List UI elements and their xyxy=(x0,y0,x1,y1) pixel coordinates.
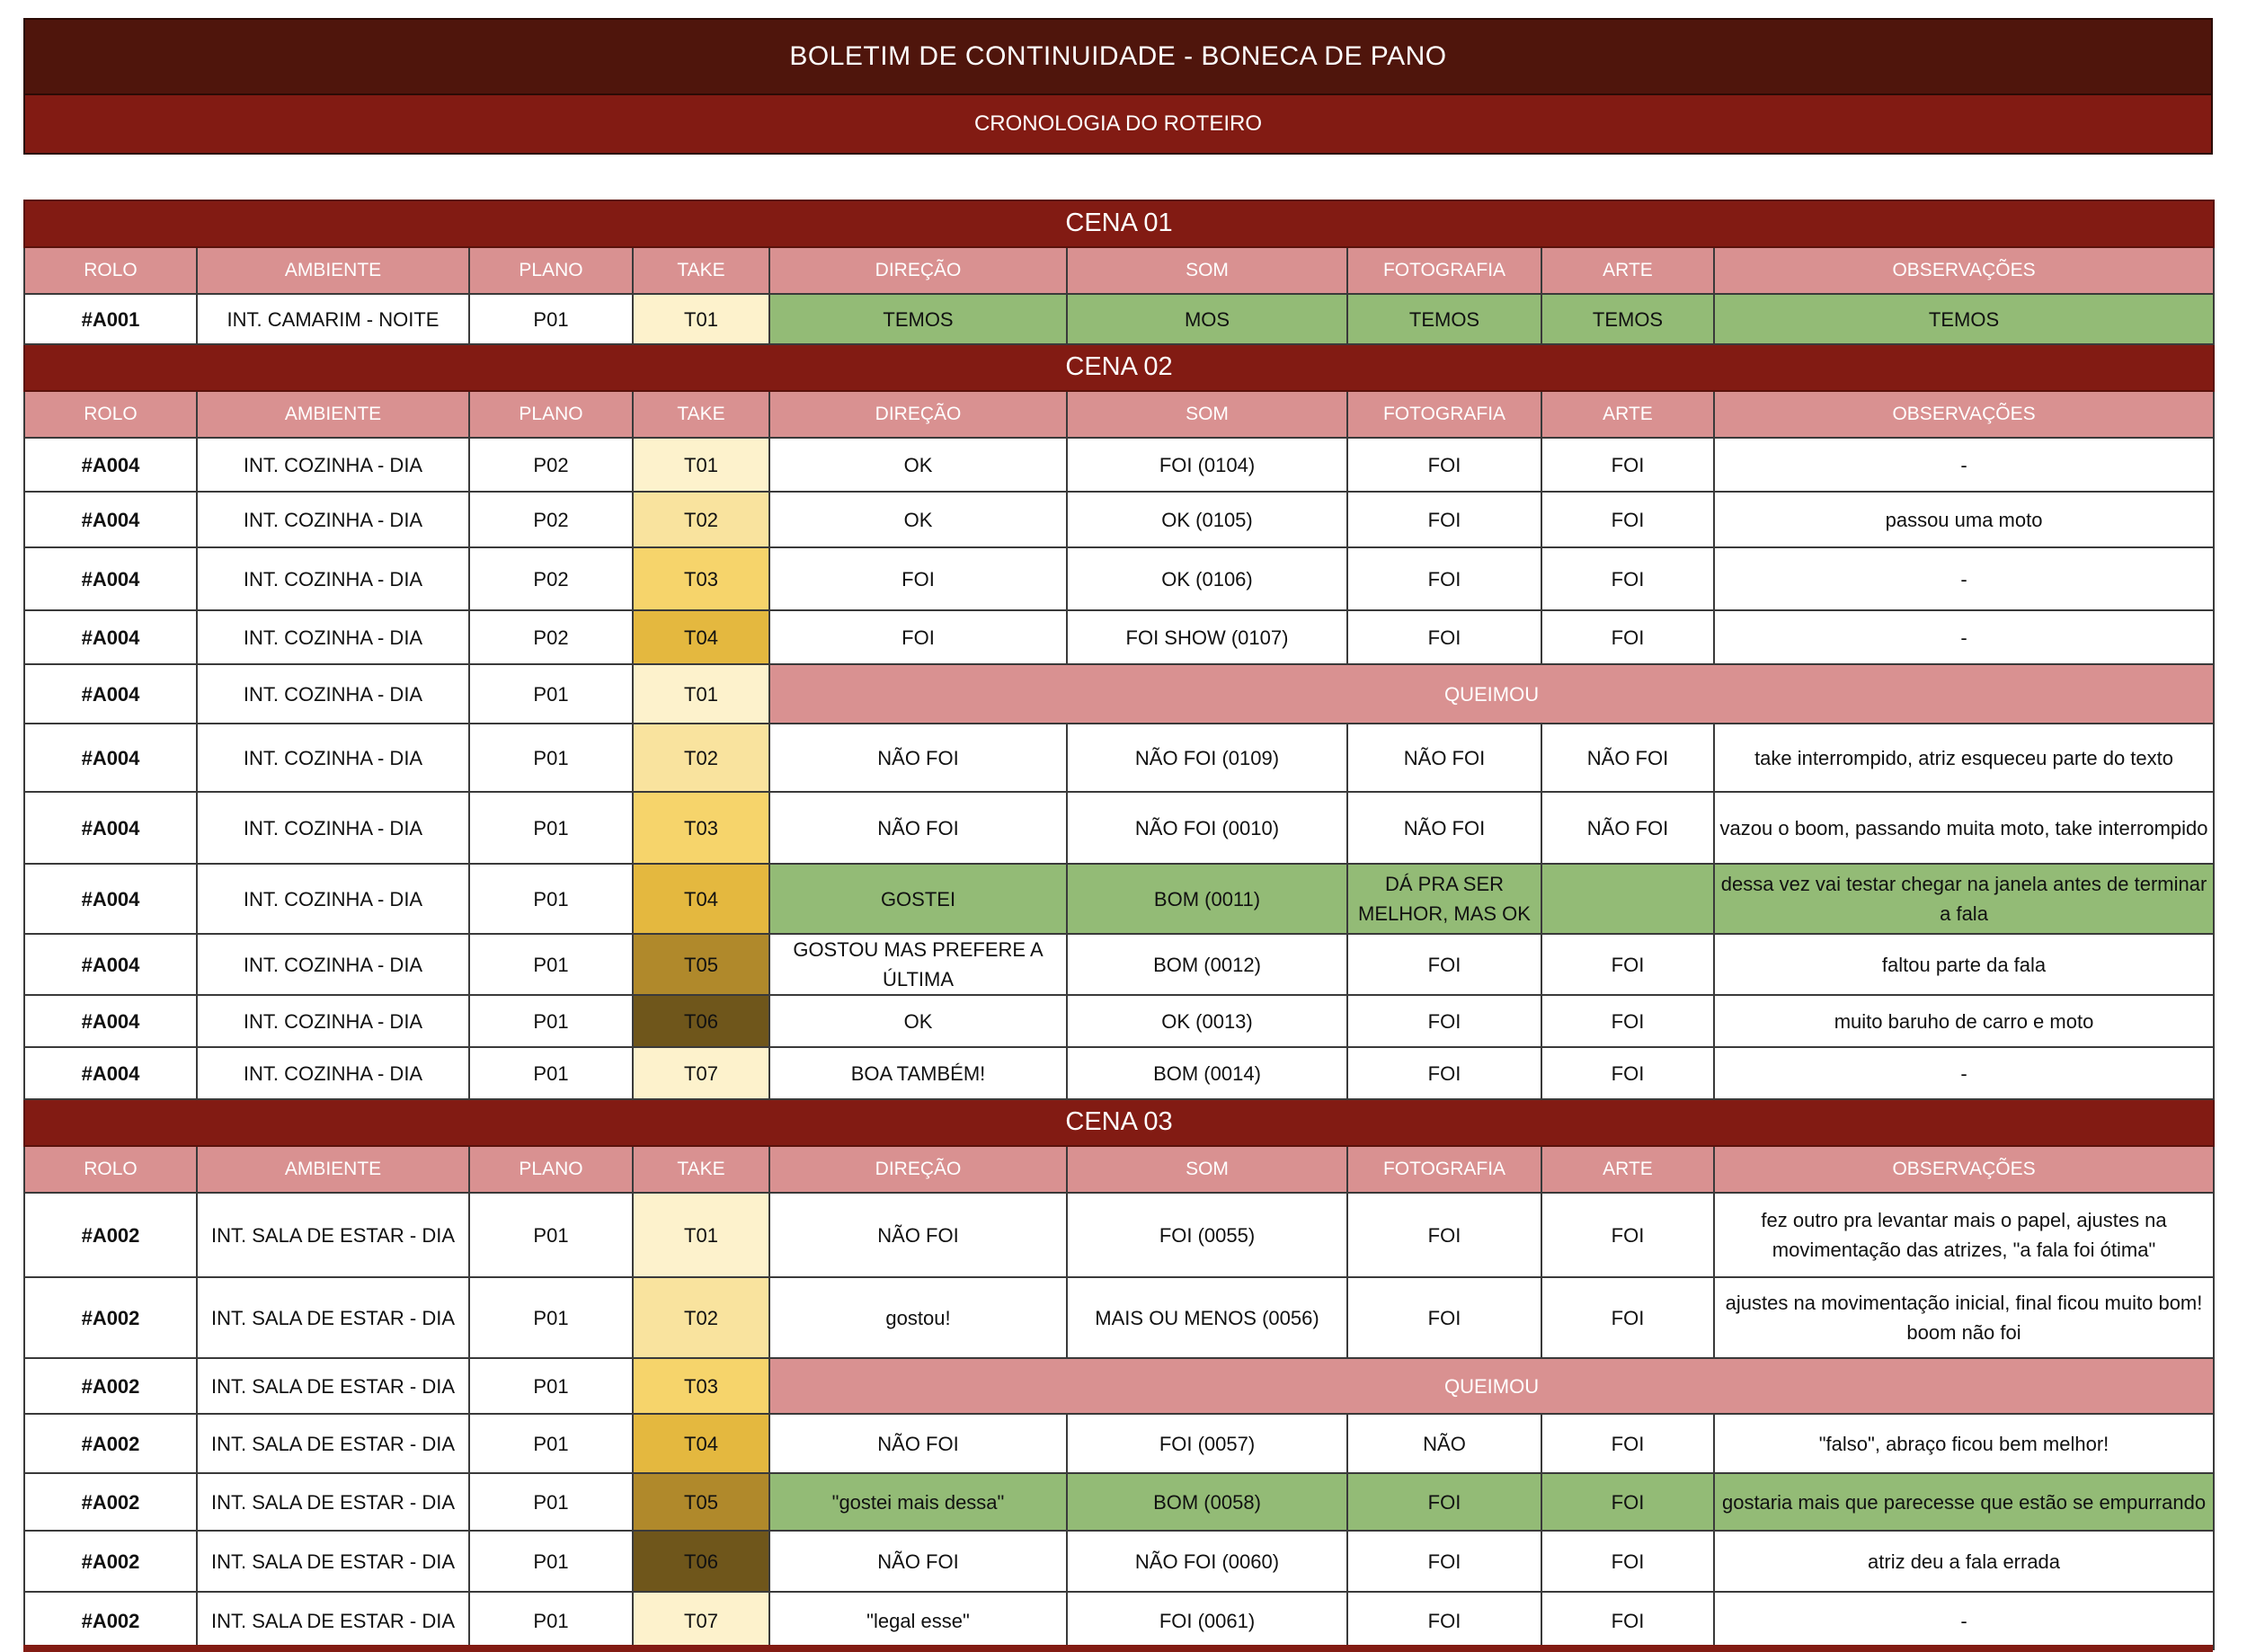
column-header-som: SOM xyxy=(1067,391,1347,438)
column-header-observacoes: OBSERVAÇÕES xyxy=(1714,247,2214,294)
table-row xyxy=(24,724,2214,792)
arte-cell: FOI xyxy=(1541,438,1714,492)
ambiente-cell: INT. COZINHA - DIA xyxy=(197,724,469,792)
plano-cell: P01 xyxy=(469,934,633,995)
plano-cell: P02 xyxy=(469,438,633,492)
report-header xyxy=(23,18,2213,155)
column-header-arte: ARTE xyxy=(1541,247,1714,294)
table-row xyxy=(24,294,2214,344)
rolo-cell: #A004 xyxy=(24,724,197,792)
observacoes-cell: "falso", abraço ficou bem melhor! xyxy=(1714,1414,2214,1473)
som-cell: FOI (0061) xyxy=(1067,1592,1347,1649)
observacoes-cell: ajustes na movimentação inicial, final ficou muito bom! boom não foi xyxy=(1714,1277,2214,1358)
column-header-rolo: ROLO xyxy=(24,1146,197,1193)
arte-cell: FOI xyxy=(1541,1473,1714,1531)
column-header-fotografia: FOTOGRAFIA xyxy=(1347,1146,1541,1193)
table-row xyxy=(24,1193,2214,1277)
scene-header-row xyxy=(24,200,2214,247)
rolo-cell: #A004 xyxy=(24,492,197,547)
table-row xyxy=(24,1414,2214,1473)
direcao-cell: NÃO FOI xyxy=(769,1193,1067,1277)
column-header-ambiente: AMBIENTE xyxy=(197,247,469,294)
fotografia-cell: FOI xyxy=(1347,934,1541,995)
som-cell: MAIS OU MENOS (0056) xyxy=(1067,1277,1347,1358)
ambiente-cell: INT. SALA DE ESTAR - DIA xyxy=(197,1193,469,1277)
fotografia-cell: NÃO FOI xyxy=(1347,792,1541,864)
ambiente-cell: INT. CAMARIM - NOITE xyxy=(197,294,469,344)
observacoes-cell: - xyxy=(1714,610,2214,664)
rolo-cell: #A002 xyxy=(24,1592,197,1649)
direcao-cell: NÃO FOI xyxy=(769,1414,1067,1473)
take-cell: T05 xyxy=(633,1473,769,1531)
direcao-cell: "gostei mais dessa" xyxy=(769,1473,1067,1531)
take-cell: T01 xyxy=(633,664,769,724)
observacoes-cell: - xyxy=(1714,1047,2214,1099)
fotografia-cell: FOI xyxy=(1347,547,1541,610)
table-row xyxy=(24,610,2214,664)
scene-header-row xyxy=(24,1099,2214,1146)
som-cell: MOS xyxy=(1067,294,1347,344)
scene-title: CENA 03 xyxy=(24,1099,2214,1146)
rolo-cell: #A004 xyxy=(24,1047,197,1099)
column-header-direcao: DIREÇÃO xyxy=(769,391,1067,438)
plano-cell: P01 xyxy=(469,1277,633,1358)
take-cell: T04 xyxy=(633,610,769,664)
ambiente-cell: INT. COZINHA - DIA xyxy=(197,664,469,724)
scene-title: CENA 02 xyxy=(24,344,2214,391)
ambiente-cell: INT. SALA DE ESTAR - DIA xyxy=(197,1531,469,1592)
som-cell: FOI SHOW (0107) xyxy=(1067,610,1347,664)
fotografia-cell: FOI xyxy=(1347,1277,1541,1358)
rolo-cell: #A002 xyxy=(24,1358,197,1414)
table-row xyxy=(24,1473,2214,1531)
column-header-take: TAKE xyxy=(633,247,769,294)
arte-cell xyxy=(1541,864,1714,934)
table-row xyxy=(24,864,2214,934)
table-row xyxy=(24,995,2214,1047)
som-cell: FOI (0104) xyxy=(1067,438,1347,492)
fotografia-cell: FOI xyxy=(1347,995,1541,1047)
som-cell: OK (0105) xyxy=(1067,492,1347,547)
rolo-cell: #A002 xyxy=(24,1473,197,1531)
arte-cell: FOI xyxy=(1541,1277,1714,1358)
rolo-cell: #A002 xyxy=(24,1414,197,1473)
column-header-ambiente: AMBIENTE xyxy=(197,1146,469,1193)
direcao-cell: BOA TAMBÉM! xyxy=(769,1047,1067,1099)
observacoes-cell: take interrompido, atriz esqueceu parte do texto xyxy=(1714,724,2214,792)
plano-cell: P01 xyxy=(469,664,633,724)
take-cell: T04 xyxy=(633,864,769,934)
arte-cell: FOI xyxy=(1541,1193,1714,1277)
fotografia-cell: FOI xyxy=(1347,1047,1541,1099)
som-cell: OK (0013) xyxy=(1067,995,1347,1047)
rolo-cell: #A004 xyxy=(24,864,197,934)
rolo-cell: #A002 xyxy=(24,1277,197,1358)
observacoes-cell: passou uma moto xyxy=(1714,492,2214,547)
observacoes-cell: gostaria mais que parecesse que estão se empurrando xyxy=(1714,1473,2214,1531)
burned-take-cell: QUEIMOU xyxy=(769,664,2214,724)
take-cell: T01 xyxy=(633,1193,769,1277)
table-body xyxy=(24,200,2214,1649)
direcao-cell: gostou! xyxy=(769,1277,1067,1358)
plano-cell: P01 xyxy=(469,1414,633,1473)
column-header-fotografia: FOTOGRAFIA xyxy=(1347,247,1541,294)
arte-cell: FOI xyxy=(1541,492,1714,547)
direcao-cell: FOI xyxy=(769,610,1067,664)
page-subtitle: CRONOLOGIA DO ROTEIRO xyxy=(23,95,2213,155)
table-row xyxy=(24,1277,2214,1358)
fotografia-cell: TEMOS xyxy=(1347,294,1541,344)
observacoes-cell: atriz deu a fala errada xyxy=(1714,1531,2214,1592)
take-cell: T04 xyxy=(633,1414,769,1473)
take-cell: T07 xyxy=(633,1047,769,1099)
som-cell: BOM (0058) xyxy=(1067,1473,1347,1531)
column-header-observacoes: OBSERVAÇÕES xyxy=(1714,1146,2214,1193)
column-header-arte: ARTE xyxy=(1541,391,1714,438)
som-cell: FOI (0055) xyxy=(1067,1193,1347,1277)
column-header-take: TAKE xyxy=(633,391,769,438)
ambiente-cell: INT. COZINHA - DIA xyxy=(197,995,469,1047)
continuity-table xyxy=(23,200,2215,1650)
plano-cell: P01 xyxy=(469,1473,633,1531)
ambiente-cell: INT. COZINHA - DIA xyxy=(197,792,469,864)
plano-cell: P01 xyxy=(469,1047,633,1099)
observacoes-cell: dessa vez vai testar chegar na janela antes de terminar a fala xyxy=(1714,864,2214,934)
ambiente-cell: INT. SALA DE ESTAR - DIA xyxy=(197,1592,469,1649)
rolo-cell: #A004 xyxy=(24,664,197,724)
som-cell: NÃO FOI (0010) xyxy=(1067,792,1347,864)
ambiente-cell: INT. COZINHA - DIA xyxy=(197,934,469,995)
observacoes-cell: - xyxy=(1714,438,2214,492)
table-row xyxy=(24,1047,2214,1099)
column-header-direcao: DIREÇÃO xyxy=(769,247,1067,294)
table-row xyxy=(24,934,2214,995)
take-cell: T06 xyxy=(633,1531,769,1592)
som-cell: BOM (0012) xyxy=(1067,934,1347,995)
column-header-fotografia: FOTOGRAFIA xyxy=(1347,391,1541,438)
arte-cell: FOI xyxy=(1541,1592,1714,1649)
column-header-row xyxy=(24,391,2214,438)
som-cell: FOI (0057) xyxy=(1067,1414,1347,1473)
ambiente-cell: INT. COZINHA - DIA xyxy=(197,492,469,547)
rolo-cell: #A001 xyxy=(24,294,197,344)
column-header-som: SOM xyxy=(1067,247,1347,294)
plano-cell: P01 xyxy=(469,995,633,1047)
ambiente-cell: INT. COZINHA - DIA xyxy=(197,864,469,934)
fotografia-cell: NÃO xyxy=(1347,1414,1541,1473)
fotografia-cell: FOI xyxy=(1347,438,1541,492)
column-header-observacoes: OBSERVAÇÕES xyxy=(1714,391,2214,438)
observacoes-cell: - xyxy=(1714,547,2214,610)
direcao-cell: OK xyxy=(769,995,1067,1047)
take-cell: T01 xyxy=(633,438,769,492)
table-row xyxy=(24,547,2214,610)
arte-cell: FOI xyxy=(1541,547,1714,610)
direcao-cell: OK xyxy=(769,438,1067,492)
rolo-cell: #A004 xyxy=(24,438,197,492)
table-row xyxy=(24,1592,2214,1649)
fotografia-cell: FOI xyxy=(1347,1193,1541,1277)
table-row xyxy=(24,1358,2214,1414)
column-header-row xyxy=(24,1146,2214,1193)
rolo-cell: #A002 xyxy=(24,1193,197,1277)
table-row xyxy=(24,438,2214,492)
burned-take-cell: QUEIMOU xyxy=(769,1358,2214,1414)
fotografia-cell: DÁ PRA SER MELHOR, MAS OK xyxy=(1347,864,1541,934)
observacoes-cell: faltou parte da fala xyxy=(1714,934,2214,995)
table-row xyxy=(24,792,2214,864)
som-cell: NÃO FOI (0060) xyxy=(1067,1531,1347,1592)
column-header-rolo: ROLO xyxy=(24,391,197,438)
arte-cell: NÃO FOI xyxy=(1541,792,1714,864)
column-header-plano: PLANO xyxy=(469,391,633,438)
ambiente-cell: INT. SALA DE ESTAR - DIA xyxy=(197,1414,469,1473)
rolo-cell: #A004 xyxy=(24,610,197,664)
fotografia-cell: FOI xyxy=(1347,1592,1541,1649)
direcao-cell: GOSTOU MAS PREFERE A ÚLTIMA xyxy=(769,934,1067,995)
column-header-ambiente: AMBIENTE xyxy=(197,391,469,438)
plano-cell: P01 xyxy=(469,294,633,344)
direcao-cell: FOI xyxy=(769,547,1067,610)
plano-cell: P02 xyxy=(469,492,633,547)
direcao-cell: OK xyxy=(769,492,1067,547)
arte-cell: FOI xyxy=(1541,1414,1714,1473)
arte-cell: FOI xyxy=(1541,995,1714,1047)
column-header-plano: PLANO xyxy=(469,1146,633,1193)
direcao-cell: TEMOS xyxy=(769,294,1067,344)
fotografia-cell: FOI xyxy=(1347,1531,1541,1592)
take-cell: T02 xyxy=(633,492,769,547)
column-header-arte: ARTE xyxy=(1541,1146,1714,1193)
plano-cell: P01 xyxy=(469,1531,633,1592)
ambiente-cell: INT. SALA DE ESTAR - DIA xyxy=(197,1277,469,1358)
column-header-take: TAKE xyxy=(633,1146,769,1193)
take-cell: T05 xyxy=(633,934,769,995)
rolo-cell: #A002 xyxy=(24,1531,197,1592)
take-cell: T03 xyxy=(633,1358,769,1414)
fotografia-cell: FOI xyxy=(1347,492,1541,547)
take-cell: T03 xyxy=(633,547,769,610)
plano-cell: P02 xyxy=(469,547,633,610)
rolo-cell: #A004 xyxy=(24,792,197,864)
plano-cell: P01 xyxy=(469,724,633,792)
table-row xyxy=(24,664,2214,724)
ambiente-cell: INT. SALA DE ESTAR - DIA xyxy=(197,1358,469,1414)
som-cell: BOM (0011) xyxy=(1067,864,1347,934)
column-header-som: SOM xyxy=(1067,1146,1347,1193)
observacoes-cell: vazou o boom, passando muita moto, take interrompido xyxy=(1714,792,2214,864)
som-cell: NÃO FOI (0109) xyxy=(1067,724,1347,792)
take-cell: T02 xyxy=(633,1277,769,1358)
arte-cell: TEMOS xyxy=(1541,294,1714,344)
arte-cell: FOI xyxy=(1541,934,1714,995)
arte-cell: FOI xyxy=(1541,610,1714,664)
observacoes-cell: muito baruho de carro e moto xyxy=(1714,995,2214,1047)
bottom-scene-bar xyxy=(23,1645,2213,1652)
scene-title: CENA 01 xyxy=(24,200,2214,247)
som-cell: BOM (0014) xyxy=(1067,1047,1347,1099)
rolo-cell: #A004 xyxy=(24,995,197,1047)
ambiente-cell: INT. COZINHA - DIA xyxy=(197,547,469,610)
arte-cell: FOI xyxy=(1541,1531,1714,1592)
column-header-row xyxy=(24,247,2214,294)
take-cell: T03 xyxy=(633,792,769,864)
ambiente-cell: INT. COZINHA - DIA xyxy=(197,438,469,492)
ambiente-cell: INT. COZINHA - DIA xyxy=(197,1047,469,1099)
plano-cell: P01 xyxy=(469,1592,633,1649)
direcao-cell: NÃO FOI xyxy=(769,792,1067,864)
take-cell: T07 xyxy=(633,1592,769,1649)
table-row xyxy=(24,492,2214,547)
rolo-cell: #A004 xyxy=(24,547,197,610)
som-cell: OK (0106) xyxy=(1067,547,1347,610)
observacoes-cell: TEMOS xyxy=(1714,294,2214,344)
arte-cell: FOI xyxy=(1541,1047,1714,1099)
column-header-direcao: DIREÇÃO xyxy=(769,1146,1067,1193)
take-cell: T02 xyxy=(633,724,769,792)
direcao-cell: NÃO FOI xyxy=(769,1531,1067,1592)
plano-cell: P01 xyxy=(469,1358,633,1414)
page-title: BOLETIM DE CONTINUIDADE - BONECA DE PANO xyxy=(23,18,2213,95)
direcao-cell: NÃO FOI xyxy=(769,724,1067,792)
column-header-plano: PLANO xyxy=(469,247,633,294)
ambiente-cell: INT. COZINHA - DIA xyxy=(197,610,469,664)
ambiente-cell: INT. SALA DE ESTAR - DIA xyxy=(197,1473,469,1531)
plano-cell: P01 xyxy=(469,864,633,934)
plano-cell: P01 xyxy=(469,792,633,864)
plano-cell: P02 xyxy=(469,610,633,664)
rolo-cell: #A004 xyxy=(24,934,197,995)
take-cell: T06 xyxy=(633,995,769,1047)
column-header-rolo: ROLO xyxy=(24,247,197,294)
observacoes-cell: fez outro pra levantar mais o papel, ajustes na movimentação das atrizes, "a fala foi ótima" xyxy=(1714,1193,2214,1277)
table-row xyxy=(24,1531,2214,1592)
plano-cell: P01 xyxy=(469,1193,633,1277)
fotografia-cell: FOI xyxy=(1347,1473,1541,1531)
fotografia-cell: FOI xyxy=(1347,610,1541,664)
arte-cell: NÃO FOI xyxy=(1541,724,1714,792)
take-cell: T01 xyxy=(633,294,769,344)
direcao-cell: GOSTEI xyxy=(769,864,1067,934)
fotografia-cell: NÃO FOI xyxy=(1347,724,1541,792)
direcao-cell: "legal esse" xyxy=(769,1592,1067,1649)
scene-header-row xyxy=(24,344,2214,391)
observacoes-cell: - xyxy=(1714,1592,2214,1649)
